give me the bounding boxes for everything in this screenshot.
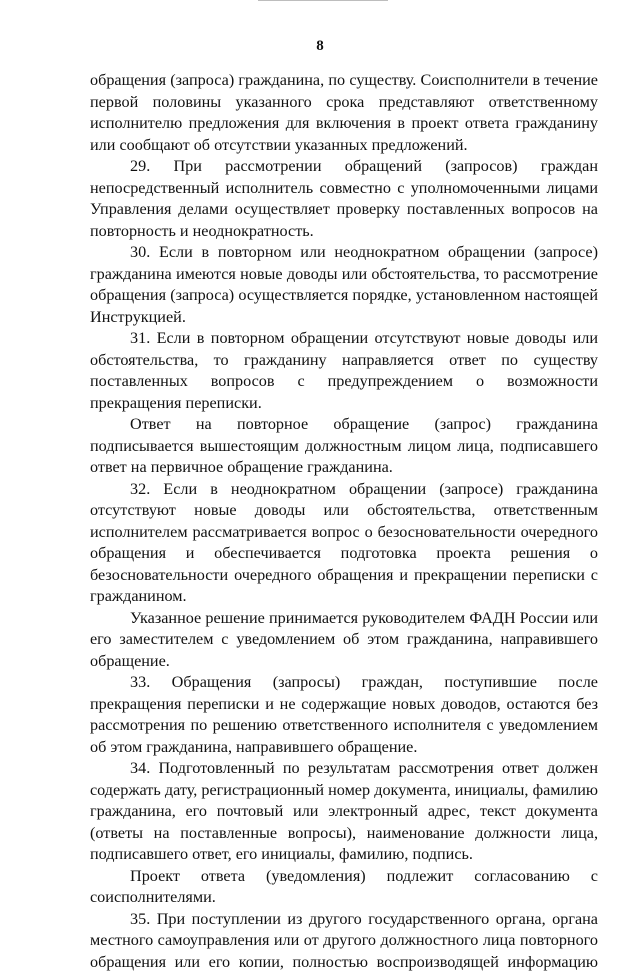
paragraph-30: 30. Если в повторном или неоднократном обращении (запросе) гражданина имеются новые доводы или обстоятельства, то рассмотрение обращения (запроса) осуществляется порядке, установленном настоящей Инструкцией. bbox=[90, 242, 598, 328]
paragraph-35: 35. При поступлении из другого государственного органа, органа местного самоуправления или от другого должностного лица повторного обращения или его копии, полностью воспроизводящей информацию bbox=[90, 909, 598, 973]
paragraph-34-approval: Проект ответа (уведомления) подлежит согласованию с соисполнителями. bbox=[90, 866, 598, 909]
scan-top-rule bbox=[258, 0, 388, 1]
paragraph-33: 33. Обращения (запросы) граждан, поступившие после прекращения переписки и не содержащие новых доводов, остаются без рассмотрения по решению ответственного исполнителя с уведомлением об этом гражданина, направившего обращение. bbox=[90, 672, 598, 758]
paragraph-31: 31. Если в повторном обращении отсутствуют новые доводы или обстоятельства, то гражданину направляется ответ по существу поставленных вопросов с предупреждением о возможности прекращения переписки. bbox=[90, 328, 598, 414]
document-body bbox=[90, 70, 598, 973]
paragraph-continuation: обращения (запроса) гражданина, по существу. Соисполнители в течение первой половины указанного срока представляют ответственному исполнителю предложения для включения в проект ответа гражданину или сообщают об отсутствии указанных предложений. bbox=[90, 70, 598, 156]
paragraph-31-reply: Ответ на повторное обращение (запрос) гражданина подписывается вышестоящим должностным лицом лица, подписавшего ответ на первичное обращение гражданина. bbox=[90, 414, 598, 479]
paragraph-34: 34. Подготовленный по результатам рассмотрения ответ должен содержать дату, регистрационный номер документа, инициалы, фамилию гражданина, его почтовый или электронный адрес, текст документа (ответы на поставленные вопросы), наименование должности лица, подписавшего ответ, его инициалы, фамилию, подпись. bbox=[90, 758, 598, 866]
page-number: 8 bbox=[0, 38, 640, 55]
paragraph-32: 32. Если в неоднократном обращении (запросе) гражданина отсутствуют новые доводы или обстоятельства, ответственным исполнителем рассматривается вопрос о безосновательности очередного обращения и обеспечивается подготовка проекта решения о безосновательности очередного обращения и прекращении переписки с гражданином. bbox=[90, 479, 598, 608]
paragraph-29: 29. При рассмотрении обращений (запросов) граждан непосредственный исполнитель совместно с уполномоченными лицами Управления делами осуществляет проверку поставленных вопросов на повторность и неоднократность. bbox=[90, 156, 598, 242]
paragraph-32-decision: Указанное решение принимается руководителем ФАДН России или его заместителем с уведомлением об этом гражданина, направившего обращение. bbox=[90, 608, 598, 673]
